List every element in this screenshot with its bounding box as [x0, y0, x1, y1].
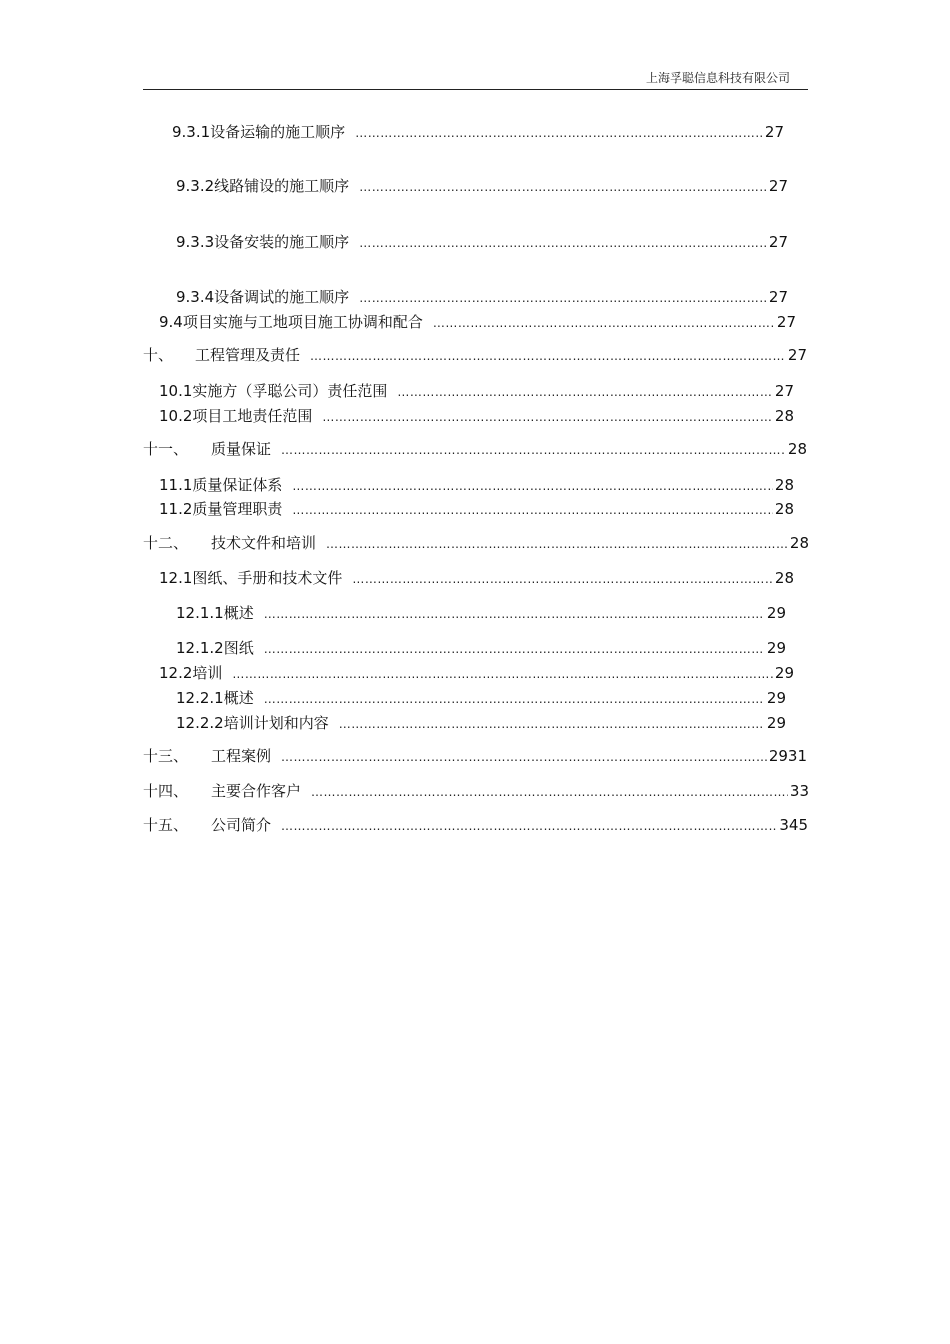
toc-page-number: 33 — [789, 782, 809, 800]
toc-page-number: 27 — [768, 288, 788, 306]
toc-number: 十一、 — [143, 440, 189, 458]
toc-number: 12.1.1 — [176, 604, 224, 622]
toc-page-number: 28 — [774, 476, 794, 494]
toc-title: 线路铺设的施工顺序 — [214, 177, 350, 195]
toc-page-number: 29 — [774, 664, 794, 682]
toc-entry[interactable] — [143, 781, 809, 801]
toc-page-number: 27 — [776, 313, 796, 331]
toc-entry[interactable] — [159, 663, 794, 683]
toc-number: 12.1 — [159, 569, 193, 587]
toc-number: 十五、 — [143, 816, 189, 834]
toc-title: 质量管理职责 — [192, 500, 283, 518]
toc-page-number: 27 — [774, 382, 794, 400]
toc-title: 主要合作客户 — [211, 782, 302, 800]
toc-number: 12.2.2 — [176, 714, 224, 732]
toc-number: 12.1.2 — [176, 639, 224, 657]
toc-entry[interactable] — [176, 713, 786, 733]
toc-entry[interactable] — [176, 688, 786, 708]
toc-number: 12.2.1 — [176, 689, 224, 707]
toc-entry[interactable] — [176, 232, 788, 252]
toc-number: 12.2 — [159, 664, 193, 682]
toc-title: 设备运输的施工顺序 — [210, 123, 346, 141]
toc-entry[interactable] — [159, 381, 794, 401]
toc-leader-dots — [339, 714, 765, 734]
toc-title: 设备安装的施工顺序 — [214, 233, 350, 251]
toc-entry[interactable] — [143, 815, 808, 835]
toc-number: 11.2 — [159, 500, 193, 518]
toc-number: 十、 — [143, 346, 174, 364]
toc-page-number: 29 — [766, 714, 786, 732]
toc-leader-dots — [397, 382, 772, 402]
toc-page-number: 29 — [766, 639, 786, 657]
toc-title: 工程案例 — [211, 747, 272, 765]
toc-number: 11.1 — [159, 476, 193, 494]
toc-entry[interactable] — [176, 603, 786, 623]
toc-title: 图纸 — [223, 639, 254, 657]
toc-page-number: 28 — [774, 407, 794, 425]
toc-leader-dots — [264, 604, 765, 624]
toc-leader-dots — [359, 288, 767, 308]
toc-entry[interactable] — [159, 499, 794, 519]
toc-page-number: 28 — [789, 534, 809, 552]
toc-title: 概述 — [223, 604, 254, 622]
toc-leader-dots — [355, 123, 763, 143]
toc-entry[interactable] — [176, 638, 786, 658]
toc-title: 技术文件和培训 — [211, 534, 317, 552]
toc-leader-dots — [326, 534, 788, 554]
toc-entry[interactable] — [159, 312, 796, 332]
toc-number: 9.3.2 — [176, 177, 215, 195]
toc-page-number: 28 — [774, 569, 794, 587]
page-header — [143, 68, 808, 90]
toc-number: 9.3.3 — [176, 233, 215, 251]
toc-title: 公司简介 — [211, 816, 272, 834]
toc-title: 项目实施与工地项目施工协调和配合 — [182, 313, 423, 331]
toc-leader-dots — [281, 816, 777, 836]
toc-title: 培训计划和内容 — [223, 714, 329, 732]
toc-leader-dots — [352, 569, 772, 589]
toc-page-number: 27 — [768, 177, 788, 195]
toc-entry[interactable] — [143, 345, 807, 365]
toc-leader-dots — [433, 313, 775, 333]
toc-leader-dots — [264, 639, 765, 659]
toc-page-number: 345 — [779, 816, 808, 834]
toc-page-number: 28 — [774, 500, 794, 518]
toc-number: 10.2 — [159, 407, 193, 425]
toc-page-number: 29 — [766, 604, 786, 622]
toc-leader-dots — [264, 689, 765, 709]
toc-number: 9.4 — [159, 313, 183, 331]
toc-leader-dots — [281, 440, 786, 460]
toc-leader-dots — [232, 664, 772, 684]
toc-page-number: 27 — [787, 346, 807, 364]
toc-entry[interactable] — [159, 568, 794, 588]
toc-title: 工程管理及责任 — [195, 346, 301, 364]
toc-page-number: 28 — [787, 440, 807, 458]
toc-leader-dots — [359, 177, 767, 197]
toc-number: 十四、 — [143, 782, 189, 800]
toc-title: 项目工地责任范围 — [192, 407, 313, 425]
toc-title: 质量保证体系 — [192, 476, 283, 494]
toc-entry[interactable] — [143, 746, 807, 766]
toc-entry[interactable] — [172, 122, 784, 142]
toc-leader-dots — [359, 233, 767, 253]
toc-leader-dots — [311, 782, 788, 802]
toc-page-number: 2931 — [768, 747, 807, 765]
toc-page-number: 27 — [768, 233, 788, 251]
toc-page-number: 27 — [764, 123, 784, 141]
toc-number: 十三、 — [143, 747, 189, 765]
toc-title: 培训 — [192, 664, 223, 682]
toc-number: 9.3.1 — [172, 123, 211, 141]
toc-entry[interactable] — [143, 533, 809, 553]
toc-leader-dots — [281, 747, 767, 767]
toc-entry[interactable] — [159, 406, 794, 426]
toc-title: 质量保证 — [211, 440, 272, 458]
toc-number: 10.1 — [159, 382, 193, 400]
toc-number: 十二、 — [143, 534, 189, 552]
toc-leader-dots — [292, 476, 772, 496]
toc-title: 实施方（孚聪公司）责任范围 — [192, 382, 388, 400]
toc-title: 设备调试的施工顺序 — [214, 288, 350, 306]
toc-title: 图纸、手册和技术文件 — [192, 569, 343, 587]
toc-number: 9.3.4 — [176, 288, 215, 306]
toc-leader-dots — [322, 407, 772, 427]
toc-entry[interactable] — [176, 176, 788, 196]
toc-page-number: 29 — [766, 689, 786, 707]
toc-title: 概述 — [223, 689, 254, 707]
toc-leader-dots — [310, 346, 786, 366]
header-company-name: 上海孚聪信息科技有限公司 — [645, 71, 790, 85]
toc-entry[interactable] — [159, 475, 794, 495]
toc-leader-dots — [292, 500, 772, 520]
toc-entry[interactable] — [143, 439, 807, 459]
toc-entry[interactable] — [176, 287, 788, 307]
